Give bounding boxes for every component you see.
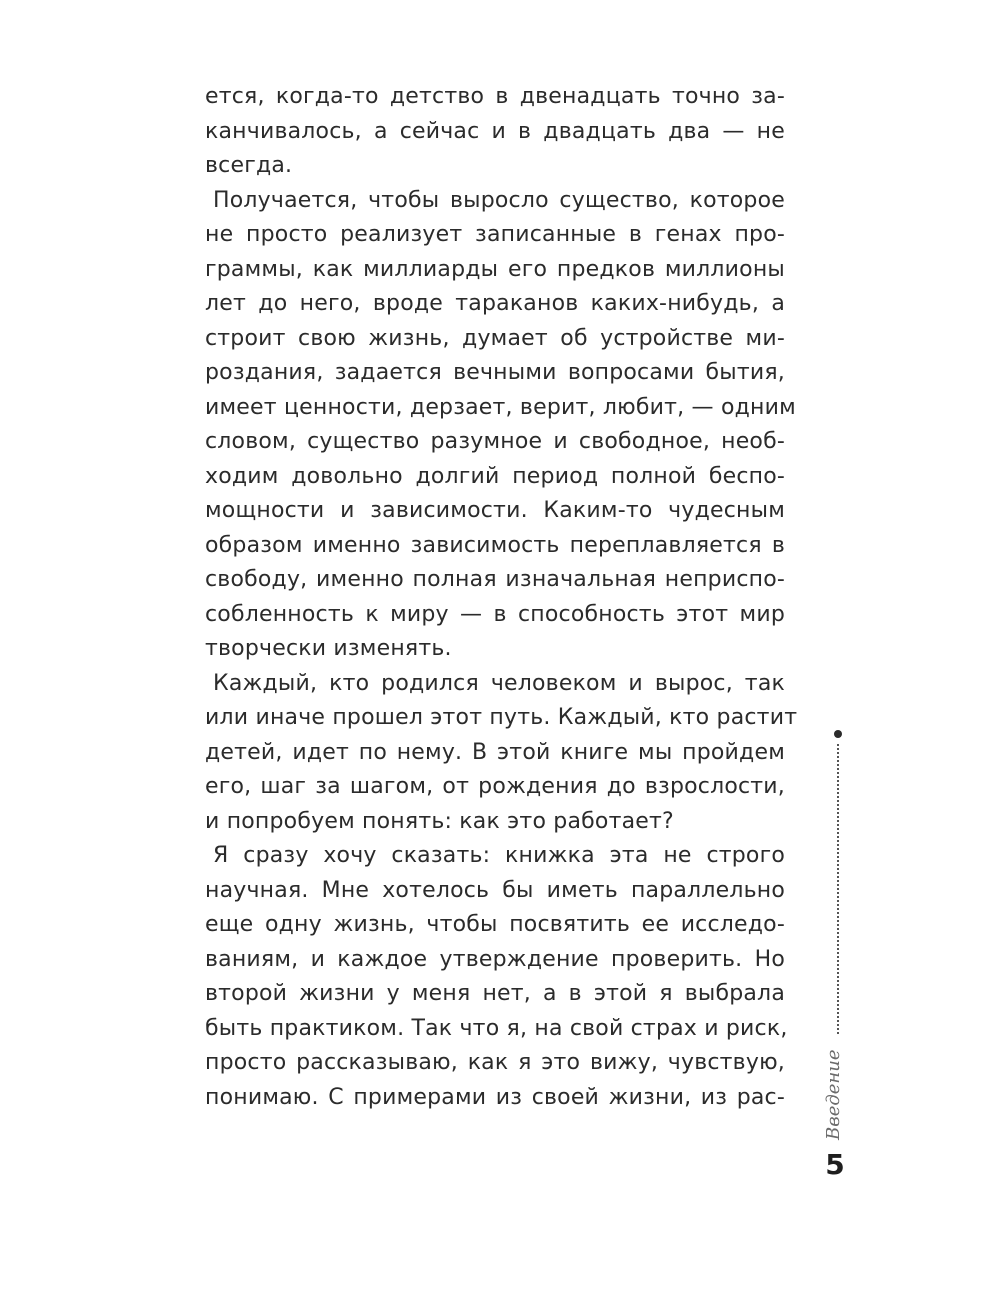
text-line: второй жизни у меня нет, а в этой я выбрала <box>205 981 785 1006</box>
text-line: еще одну жизнь, чтобы посвятить ее исследо- <box>205 912 785 937</box>
paragraph-first-line: Каждый, кто родился человеком и вырос, так <box>213 670 785 696</box>
chapter-side-marker <box>823 730 853 1140</box>
page-number: 5 <box>825 1148 845 1181</box>
text-line: граммы, как миллиарды его предков миллионы <box>205 256 785 282</box>
paragraph-first-line: Получается, чтобы выросло существо, которое <box>213 187 785 213</box>
text-line: собленность к миру — в способность этот мир <box>205 601 785 627</box>
text-line: роздания, задается вечными вопросами бытия, <box>205 360 785 385</box>
text-line: просто рассказываю, как я это вижу, чувствую, <box>205 1050 785 1075</box>
text-line: свободу, именно полная изначальная неприспо- <box>205 567 785 592</box>
text-line: и попробуем понять: как это работает? <box>205 808 674 834</box>
text-line: быть практиком. Так что я, на свой страх и риск, <box>205 1015 788 1041</box>
text-line: строит свою жизнь, думает об устройстве ми- <box>205 325 785 351</box>
text-line: ется, когда-то детство в двенадцать точно за- <box>205 84 785 109</box>
text-line: канчивалось, а сейчас и в двадцать два — не <box>205 118 785 144</box>
text-line: детей, идет по нему. В этой книге мы пройдем <box>205 739 785 765</box>
marker-dot <box>834 730 842 738</box>
text-line: не просто реализует записанные в генах про- <box>205 222 785 247</box>
paragraph-first-line: Я сразу хочу сказать: книжка эта не строго <box>213 843 785 868</box>
text-line: творчески изменять. <box>205 636 452 661</box>
text-line: ходим довольно долгий период полной беспо- <box>205 463 785 489</box>
dotted-rule <box>837 744 839 1034</box>
text-line: его, шаг за шагом, от рождения до взрослости, <box>205 774 785 799</box>
text-line: понимаю. С примерами из своей жизни, из рас- <box>205 1084 785 1110</box>
body-text <box>205 80 798 1115</box>
text-line: лет до него, вроде тараканов каких-нибудь, а <box>205 291 785 316</box>
text-line: имеет ценности, дерзает, верит, любит, — одним <box>205 394 796 420</box>
chapter-label: Введение <box>823 1049 844 1140</box>
text-line: словом, существо разумное и свободное, необ- <box>205 429 785 454</box>
text-line: всегда. <box>205 153 293 178</box>
text-line: мощности и зависимости. Каким-то чудесным <box>205 498 785 523</box>
text-line: образом именно зависимость переплавляется в <box>205 532 785 558</box>
text-line: научная. Мне хотелось бы иметь параллельно <box>205 877 785 903</box>
text-line: ваниям, и каждое утверждение проверить. Но <box>205 946 785 972</box>
text-line: или иначе прошел этот путь. Каждый, кто растит <box>205 705 798 730</box>
